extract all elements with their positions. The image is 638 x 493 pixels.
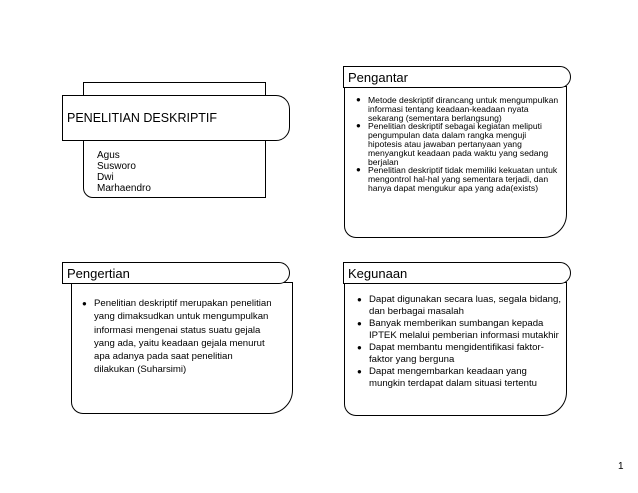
slide-4-title-bar (343, 262, 571, 284)
slide-4-title: Kegunaan (348, 265, 408, 281)
list-item: ● Dapat membantu mengidentifikasi faktor-faktor yang berguna (357, 342, 563, 366)
list-item: ● Banyak memberikan sumbangan kepada IPTEK melalui pemberian informasi mutakhir (357, 318, 563, 342)
list-item: ● Penelitian deskriptif tidak memiliki kekuatan untuk mengontrol hal-hal yang sementara terjadi, dan hanya dapat mengukur apa yang ada(exists) (356, 166, 562, 192)
slide-2-title: Pengantar (348, 69, 408, 85)
slide-2-title-bar (343, 66, 571, 88)
list-item: ● Dapat digunakan secara luas, segala bidang, dan berbagai masalah (357, 294, 563, 318)
list-item: ● Metode deskriptif dirancang untuk mengumpulkan informasi tentang keadaan-keadaan nyata sekarang (sementara berlangsung) (356, 96, 562, 122)
slide-3-title: Pengertian (67, 265, 130, 281)
slide-3-bullet-list (82, 297, 274, 377)
slide-2-bullet-list (356, 96, 562, 193)
slide-4-bullet-list (357, 294, 563, 390)
list-item: ● Dapat mengembarkan keadaan yang mungkin terdapat dalam situasi tertentu (357, 366, 563, 390)
list-item: ● Penelitian deskriptif sebagai kegiatan meliputi pengumpulan data dalam rangka menguji hipotesis atau jawaban pertanyaan yang menyangkut keadaan pada waktu yang sedang berjalan (356, 122, 562, 166)
list-item: ● Penelitian deskriptif merupakan penelitian yang dimaksudkan untuk mengumpulkan informasi mengenai status suatu gejala yang ada, yaitu keadaan gejala menurut apa adanya pada saat penelitian dilakukan (Suharsimi) (82, 297, 274, 377)
slide-1-title-bar (62, 95, 290, 141)
page-number: 1 (618, 461, 624, 472)
slide-1-title: PENELITIAN DESKRIPTIF (67, 111, 218, 125)
slide-1-author: Agus Susworo Dwi Marhaendro (97, 150, 151, 194)
slide-3-title-bar (62, 262, 290, 284)
